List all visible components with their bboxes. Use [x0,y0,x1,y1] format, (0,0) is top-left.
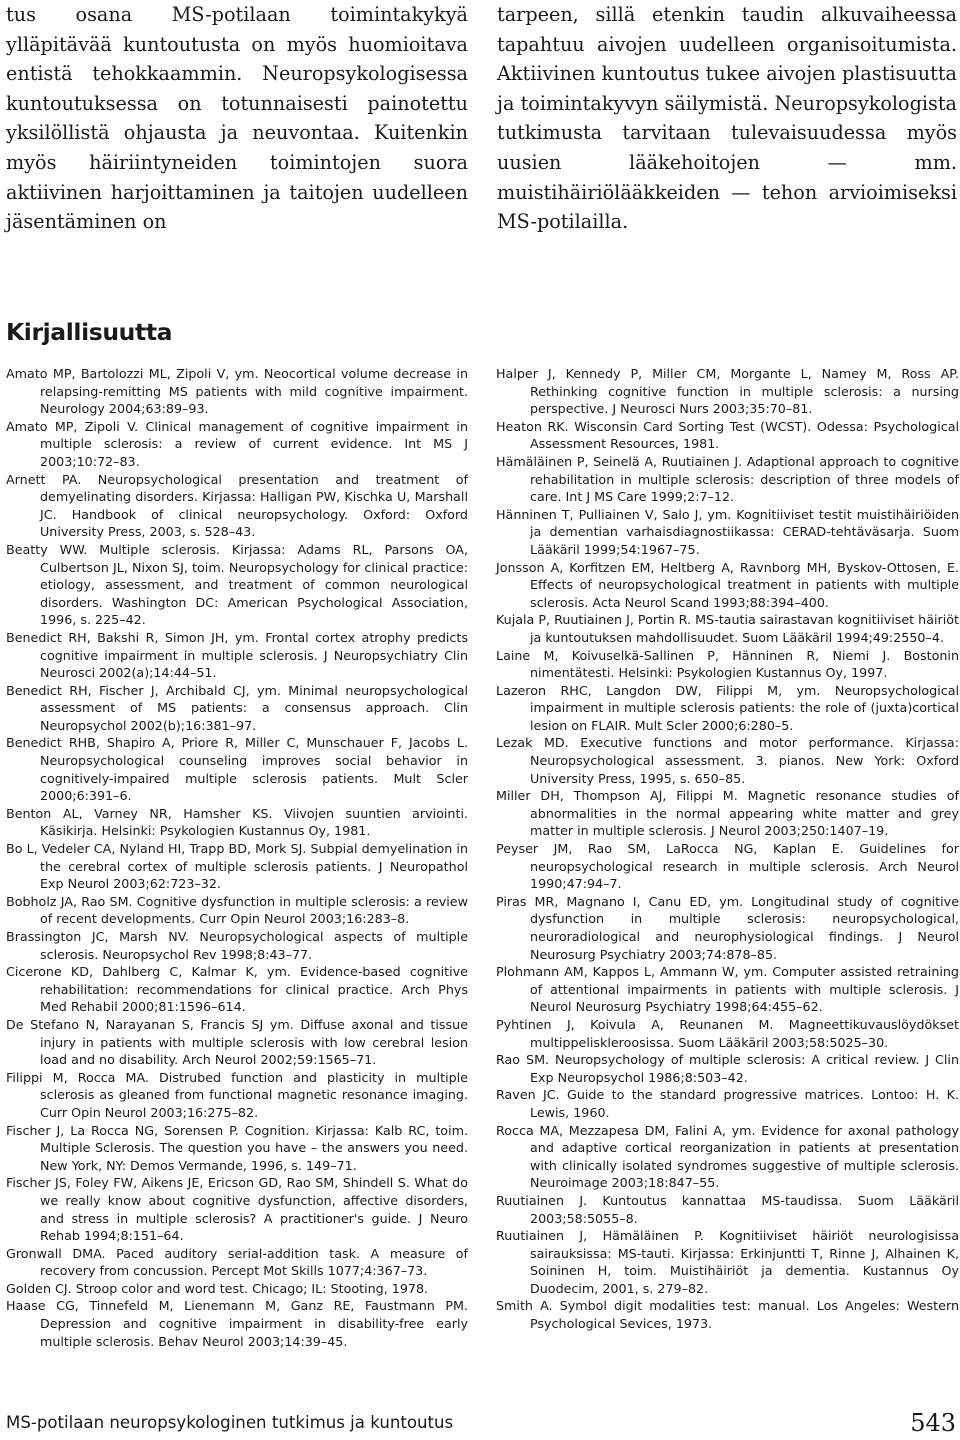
reference-entry: Ruutiainen J. Kuntoutus kannattaa MS-taudissa. Suom Lääkäril 2003;58:5055–8. [496,1192,959,1226]
reference-entry: Smith A. Symbol digit modalities test: manual. Los Angeles: Western Psychological Sevices, 1973. [496,1298,959,1332]
reference-entry: De Stefano N, Narayanan S, Francis SJ ym. Diffuse axonal and tissue injury in patients with multiple sclerosis with low cerebral lesion load and no disability. Arch Neurol 2002;59:1565–71. [6,1016,468,1068]
reference-entry: Ruutiainen J, Hämäläinen P. Kognitiiviset häiriöt neurologisissa sairauksissa: MS-tauti. Kirjassa: Erkinjuntti T, Rinne J, Alhainen K, Soininen H, toim. Muistihäiriöt ja dementia. Kustannus Oy Duodecim, 2001, s. 279–82. [496,1228,959,1296]
reference-entry: Gronwall DMA. Paced auditory serial-addition task. A measure of recovery from concussion. Percept Mot Skills 1077;4:367–73. [6,1245,468,1279]
reference-entry: Plohmann AM, Kappos L, Ammann W, ym. Computer assisted retraining of attentional impairments in patients with multiple sclerosis. J Neurol Neurosurg Psychiatry 1998;64:455–62. [496,964,959,1015]
reference-entry: Benton AL, Varney NR, Hamsher KS. Viivojen suuntien arviointi. Käsikirja. Helsinki: Psykologien Kustannus Oy, 1981. [6,805,468,839]
reference-entry: Bobholz JA, Rao SM. Cognitive dysfunction in multiple sclerosis: a review of recent developments. Curr Opin Neurol 2003;16:283–8. [6,893,468,927]
body-text-right-column [497,0,957,237]
reference-entry: Benedict RH, Bakshi R, Simon JH, ym. Frontal cortex atrophy predicts cognitive impairment in multiple sclerosis. J Neuropsychiatry Clin Neurosci 2002(a);14:44–51. [6,629,468,681]
reference-entry: Lazeron RHC, Langdon DW, Filippi M, ym. Neuropsychological impairment in multiple sclerosis patients: the role of (juxta)cortical lesion on FLAIR. Mult Scler 2000;6:280–5. [496,682,959,733]
reference-entry: Golden CJ. Stroop color and word test. Chicago; IL: Stooting, 1978. [6,1280,429,1296]
references-right-column [496,365,959,1333]
body-text-left-column [6,0,468,237]
reference-entry: Benedict RH, Fischer J, Archibald CJ, ym. Minimal neuropsychological assessment of MS patients: a consensus approach. Clin Neuropsychol 2002(b);16:381–97. [6,682,468,733]
body-paragraph: tarpeen, sillä etenkin taudin alkuvaiheessa tapahtuu aivojen uudelleen organisoitumista. Aktiivinen kuntoutus tukee aivojen plastisuutta ja toimintakyvyn säilymistä. Neuropsykologista tutkimusta tarvitaan tulevaisuudessa myös uusien lääkehoitojen — mm. muistihäiriölääkkeiden — tehon arvioimiseksi MS-potilailla. [497,3,957,234]
reference-entry: Rao SM. Neuropsychology of multiple sclerosis: A critical review. J Clin Exp Neuropsychol 1986;8:503–42. [496,1052,959,1085]
reference-entry: Peyser JM, Rao SM, LaRocca NG, Kaplan E. Guidelines for neuropsychological research in multiple sclerosis. Arch Neurol 1990;47:94–7. [496,841,959,892]
body-paragraph: tus osana MS-potilaan toimintakykyä ylläpitävää kuntoutusta on myös huomioitava entistä tehokkaammin. Neuropsykologisessa kuntoutuksessa on totunnaisesti painotettu yksilöllistä ohjausta ja neuvontaa. Kuitenkin myös häiriintyneiden toimintojen suora aktiivinen harjoittaminen ja taitojen uudelleen jäsentäminen on [6,3,468,234]
reference-entry: Piras MR, Magnano I, Canu ED, ym. Longitudinal study of cognitive dysfunction in multiple sclerosis: neuropsychological, neuroradiological and neurophysiological findings. J Neurol Neurosurg Psychiatry 2003;74:878–85. [496,893,959,962]
reference-entry: Benedict RHB, Shapiro A, Priore R, Miller C, Munschauer F, Jacobs L. Neuropsychological counseling improves social behavior in cognitively-impaired multiple sclerosis patients. Mult Scler 2000;6:391–6. [6,735,468,804]
reference-entry: Haase CG, Tinnefeld M, Lienemann M, Ganz RE, Faustmann PM. Depression and cognitive impairment in disability-free early multiple sclerosis. Behav Neurol 2003;14:39–45. [6,1298,468,1349]
reference-entry: Bo L, Vedeler CA, Nyland HI, Trapp BD, Mork SJ. Subpial demyelination in the cerebral cortex of multiple sclerosis patients. J Neuropathol Exp Neurol 2003;62:723–32. [6,841,468,892]
reference-entry: Halper J, Kennedy P, Miller CM, Morgante L, Namey M, Ross AP. Rethinking cognitive function in multiple sclerosis: a nursing perspective. J Neurosci Nurs 2003;35:70–81. [496,366,959,417]
reference-entry: Miller DH, Thompson AJ, Filippi M. Magnetic resonance studies of abnormalities in the normal appearing white matter and grey matter in multiple sclerosis. J Neurol 2003;250:1407–19. [496,788,959,839]
reference-entry: Brassington JC, Marsh NV. Neuropsychological aspects of multiple sclerosis. Neuropsychol Rev 1998;8:43–77. [6,929,468,962]
reference-entry: Rocca MA, Mezzapesa DM, Falini A, ym. Evidence for axonal pathology and adaptive cortical reorganization in patients at presentation with clinically isolated syndromes suggestive of multiple sclerosis. Neuroimage 2003;18:847–55. [496,1122,959,1191]
reference-entry: Hänninen T, Pulliainen V, Salo J, ym. Kognitiiviset testit muistihäiriöiden ja dementian varhaisdiagnostiikassa: CERAD-tehtäväsarja. Suom Lääkäril 1999;54:1967–75. [496,506,959,557]
reference-entry: Kujala P, Ruutiainen J, Portin R. MS-tautia sairastavan kognitiiviset häiriöt ja kuntoutuksen mahdollisuudet. Suom Lääkäril 1994;49:2550–4. [496,612,959,645]
reference-entry: Cicerone KD, Dahlberg C, Kalmar K, ym. Evidence-based cognitive rehabilitation: recommendations for clinical practice. Arch Phys Med Rehabil 2000;81:1596–614. [6,964,468,1015]
references-left-column [6,365,468,1350]
reference-entry: Arnett PA. Neuropsychological presentation and treatment of demyelinating disorders. Kirjassa: Halligan PW, Kischka U, Marshall JC. Handbook of clinical neuropsychology. Oxford: Oxford University Press, 2003, s. 528–43. [6,471,468,540]
reference-entry: Laine M, Koivuselkä-Sallinen P, Hänninen R, Niemi J. Bostonin nimentätesti. Helsinki: Psykologien Kustannus Oy, 1997. [496,647,959,681]
reference-entry: Filippi M, Rocca MA. Distrubed function and plasticity in multiple sclerosis as gleaned from functional magnetic resonance imaging. Curr Opin Neurol 2003;16:275–82. [6,1069,468,1120]
references-heading: Kirjallisuutta [6,318,173,346]
reference-entry: Jonsson A, Korfitzen EM, Heltberg A, Ravnborg MH, Byskov-Ottosen, E. Effects of neuropsychological treatment in patients with multiple sclerosis. Acta Neurol Scand 1993;88:394–400. [496,559,959,610]
reference-entry: Beatty WW. Multiple sclerosis. Kirjassa: Adams RL, Parsons OA, Culbertson JL, Nixon SJ, toim. Neuropsychology for clinical practice: etiology, assessment, and treatment of common neurological disorders. Washington DC: American Psychological Association, 1996, s. 225–42. [6,541,468,628]
reference-entry: Lezak MD. Executive functions and motor performance. Kirjassa: Neuropsychological assessment. 3. pianos. New York: Oxford University Press, 1995, s. 650–85. [496,735,959,786]
page-number: 543 [910,1409,956,1437]
reference-entry: Amato MP, Bartolozzi ML, Zipoli V, ym. Neocortical volume decrease in relapsing-remitting MS patients with mild cognitive impairment. Neurology 2004;63:89–93. [6,366,468,417]
reference-entry: Fischer JS, Foley FW, Aikens JE, Ericson GD, Rao SM, Shindell S. What do we really know about cognitive dysfunction, affective disorders, and stress in multiple sclerosis? A practitioner's guide. J Neuro Rehab 1994;8:151–64. [6,1175,468,1244]
reference-entry: Hämäläinen P, Seinelä A, Ruutiainen J. Adaptional approach to cognitive rehabilitation in multiple sclerosis: description of three models of care. Int J MS Care 1999;2:7–12. [496,453,959,505]
reference-entry: Fischer J, La Rocca NG, Sorensen P. Cognition. Kirjassa: Kalb RC, toim. Multiple Sclerosis. The question you have – the answers you need. New York, NY: Demos Vermande, 1996, s. 149–71. [6,1122,468,1173]
running-footer-title: MS-potilaan neuropsykologinen tutkimus ja kuntoutus [6,1413,454,1432]
reference-entry: Heaton RK. Wisconsin Card Sorting Test (WCST). Odessa: Psychological Assessment Resources, 1981. [496,418,959,452]
reference-entry: Amato MP, Zipoli V. Clinical management of cognitive impairment in multiple sclerosis: a review of current evidence. Int MS J 2003;10:72–83. [6,418,468,469]
reference-entry: Raven JC. Guide to the standard progressive matrices. Lontoo: H. K. Lewis, 1960. [496,1087,959,1120]
reference-entry: Pyhtinen J, Koivula A, Reunanen M. Magneettikuvauslöydökset multippeliskleroosissa. Suom Lääkäril 2003;58:5025–30. [496,1016,959,1050]
